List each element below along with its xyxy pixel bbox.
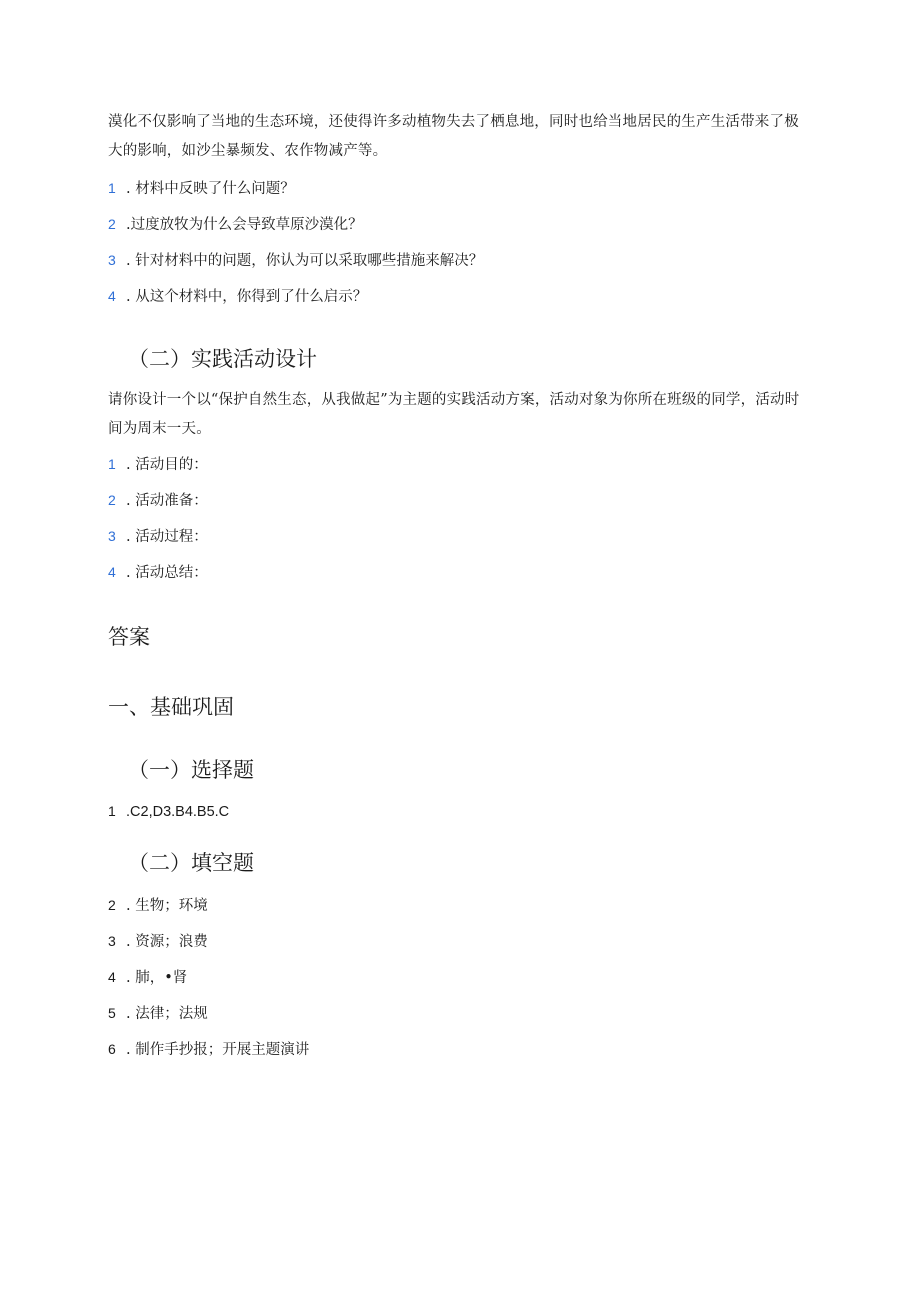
material-paragraph: 漠化不仅影响了当地的生态环境，还使得许多动植物失去了栖息地，同时也给当地居民的生产生活带来了极大的影响，如沙尘暴频发、农作物减产等。 xyxy=(108,114,799,159)
choice-answers xyxy=(108,801,229,822)
question-text: .过度放牧为什么会导致草原沙漠化？ xyxy=(126,217,363,233)
list-number: 5 xyxy=(108,1005,116,1021)
answer-text: . 肺，•肾 xyxy=(126,970,188,986)
fill-answer-4 xyxy=(108,967,187,988)
list-number: 4 xyxy=(108,969,116,985)
list-number: 3 xyxy=(108,252,116,268)
list-number: 1 xyxy=(108,456,116,472)
question-text: . 从这个材料中，你得到了什么启示？ xyxy=(126,289,368,305)
answer-text: . 资源；浪费 xyxy=(126,934,208,950)
item-text: . 活动目的： xyxy=(126,457,208,473)
material-question-2 xyxy=(108,214,363,235)
list-number: 2 xyxy=(108,492,116,508)
list-number: 2 xyxy=(108,897,116,913)
material-question-1 xyxy=(108,178,295,199)
practice-item-2 xyxy=(108,490,208,511)
fill-answer-3 xyxy=(108,931,208,952)
fill-heading: （二）填空题 xyxy=(128,851,254,875)
list-number: 4 xyxy=(108,288,116,304)
answer-text: . 法律；法规 xyxy=(126,1006,208,1022)
practice-item-1 xyxy=(108,454,208,475)
item-text: . 活动过程： xyxy=(126,529,208,545)
item-text: . 活动准备： xyxy=(126,493,208,509)
material-question-3 xyxy=(108,250,483,271)
fill-answer-5 xyxy=(108,1003,208,1024)
item-text: . 活动总结： xyxy=(126,565,208,581)
answer-text: . 制作手抄报；开展主题演讲 xyxy=(126,1042,310,1058)
fill-answer-6 xyxy=(108,1039,309,1060)
answer-text: .C2,D3.B4.B5.C xyxy=(126,804,230,820)
list-number: 3 xyxy=(108,933,116,949)
material-question-4 xyxy=(108,286,367,307)
choice-heading: （一）选择题 xyxy=(128,758,254,782)
list-number: 4 xyxy=(108,564,116,580)
list-number: 1 xyxy=(108,803,116,819)
answer-text: . 生物；环境 xyxy=(126,898,208,914)
list-number: 3 xyxy=(108,528,116,544)
practice-heading: （二）实践活动设计 xyxy=(128,347,317,371)
question-text: . 材料中反映了什么问题？ xyxy=(126,181,295,197)
practice-item-4 xyxy=(108,562,208,583)
list-number: 1 xyxy=(108,180,116,196)
question-text: . 针对材料中的问题，你认为可以采取哪些措施来解决？ xyxy=(126,253,484,269)
list-number: 2 xyxy=(108,216,116,232)
answers-section-basic: 一、基础巩固 xyxy=(108,695,234,719)
list-number: 6 xyxy=(108,1041,116,1057)
answers-title: 答案 xyxy=(108,625,150,649)
fill-answer-2 xyxy=(108,895,208,916)
practice-item-3 xyxy=(108,526,208,547)
practice-paragraph: 请你设计一个以“保护自然生态，从我做起”为主题的实践活动方案，活动对象为你所在班级的同学，活动时间为周末一天。 xyxy=(108,392,800,437)
